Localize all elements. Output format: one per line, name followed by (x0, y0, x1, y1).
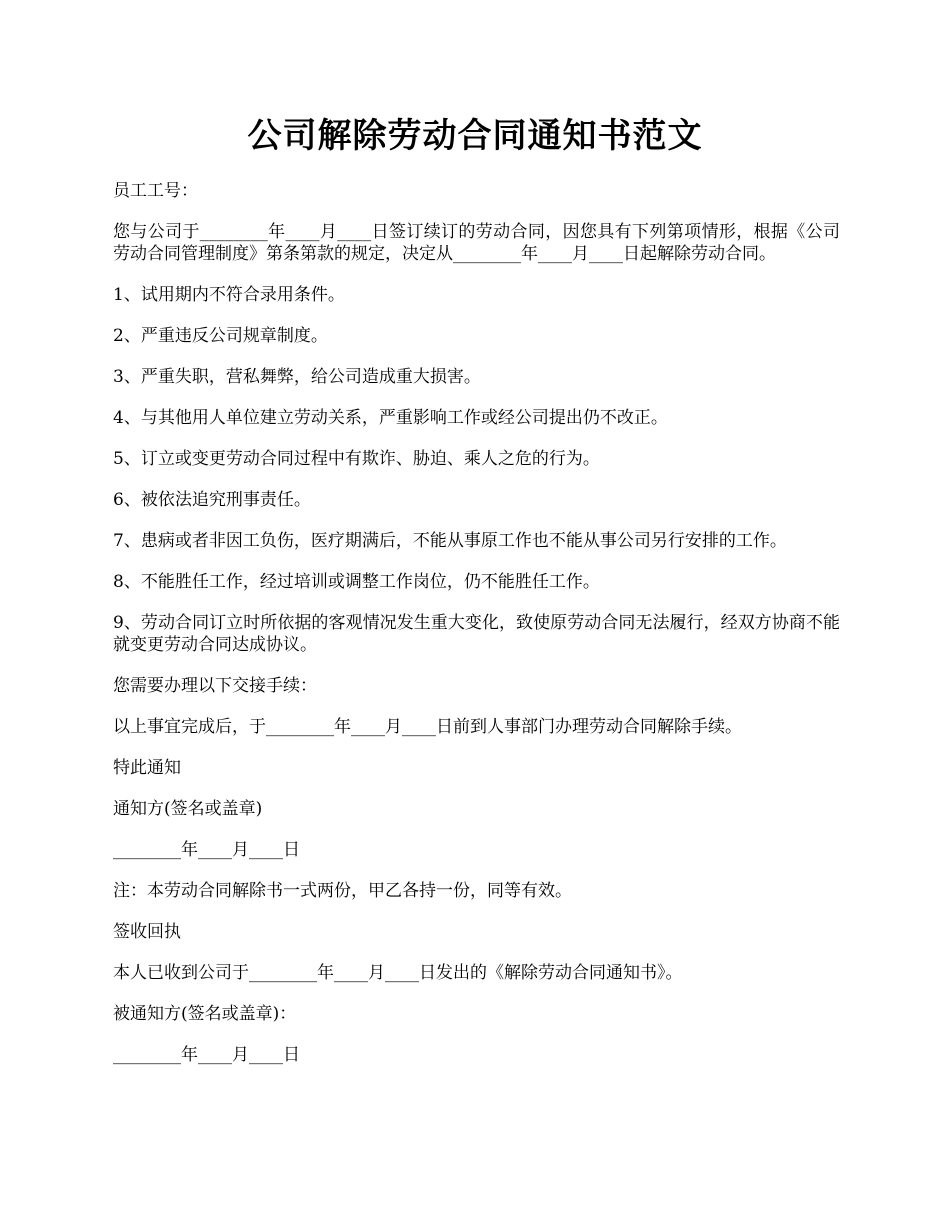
list-item-5: 5、订立或变更劳动合同过程中有欺诈、胁迫、乘人之危的行为。 (113, 449, 600, 469)
list-item-3: 3、严重失职，营私舞弊，给公司造成重大损害。 (113, 367, 481, 387)
notice-intro-paragraph: 您与公司于________年____月____日签订续订的劳动合同，因您具有下列第项情形，根据《公司劳动合同管理制度》第条第款的规定，决定从________年____月____日起解除劳动合同。 (113, 222, 840, 264)
list-item-1: 1、试用期内不符合录用条件。 (113, 285, 345, 305)
receipt-statement: 本人已收到公司于________年____月____日发出的《解除劳动合同通知书》。 (113, 963, 683, 983)
handover-deadline-paragraph: 以上事宜完成后，于________年____月____日前到人事部门办理劳动合同解除手续。 (113, 717, 742, 737)
recipient-signature-line: 被通知方(签名或盖章)： (113, 1004, 297, 1024)
handover-heading: 您需要办理以下交接手续： (113, 676, 317, 696)
notice-closing: 特此通知 (113, 758, 181, 778)
notifier-date-line: ________年____月____日 (113, 840, 300, 860)
list-item-9: 9、劳动合同订立时所依据的客观情况发生重大变化，致使原劳动合同无法履行，经双方协商不能就变更劳动合同达成协议。 (113, 613, 840, 655)
list-item-7: 7、患病或者非因工负伤，医疗期满后，不能从事原工作也不能从事公司另行安排的工作。 (113, 531, 787, 551)
document-body (113, 180, 840, 1085)
list-item-4: 4、与其他用人单位建立劳动关系，严重影响工作或经公司提出仍不改正。 (113, 408, 668, 428)
receipt-heading: 签收回执 (113, 922, 181, 942)
copies-note: 注：本劳动合同解除书一式两份，甲乙各持一份，同等有效。 (113, 881, 572, 901)
notifier-signature-line: 通知方(签名或盖章) (113, 799, 263, 819)
recipient-date-line: ________年____月____日 (113, 1045, 300, 1065)
list-item-6: 6、被依法追究刑事责任。 (113, 490, 311, 510)
list-item-2: 2、严重违反公司规章制度。 (113, 326, 328, 346)
document-title: 公司解除劳动合同通知书范文 (247, 116, 703, 156)
employee-id-line: 员工工号： (113, 181, 198, 201)
list-item-8: 8、不能胜任工作，经过培训或调整工作岗位，仍不能胜任工作。 (113, 572, 600, 592)
